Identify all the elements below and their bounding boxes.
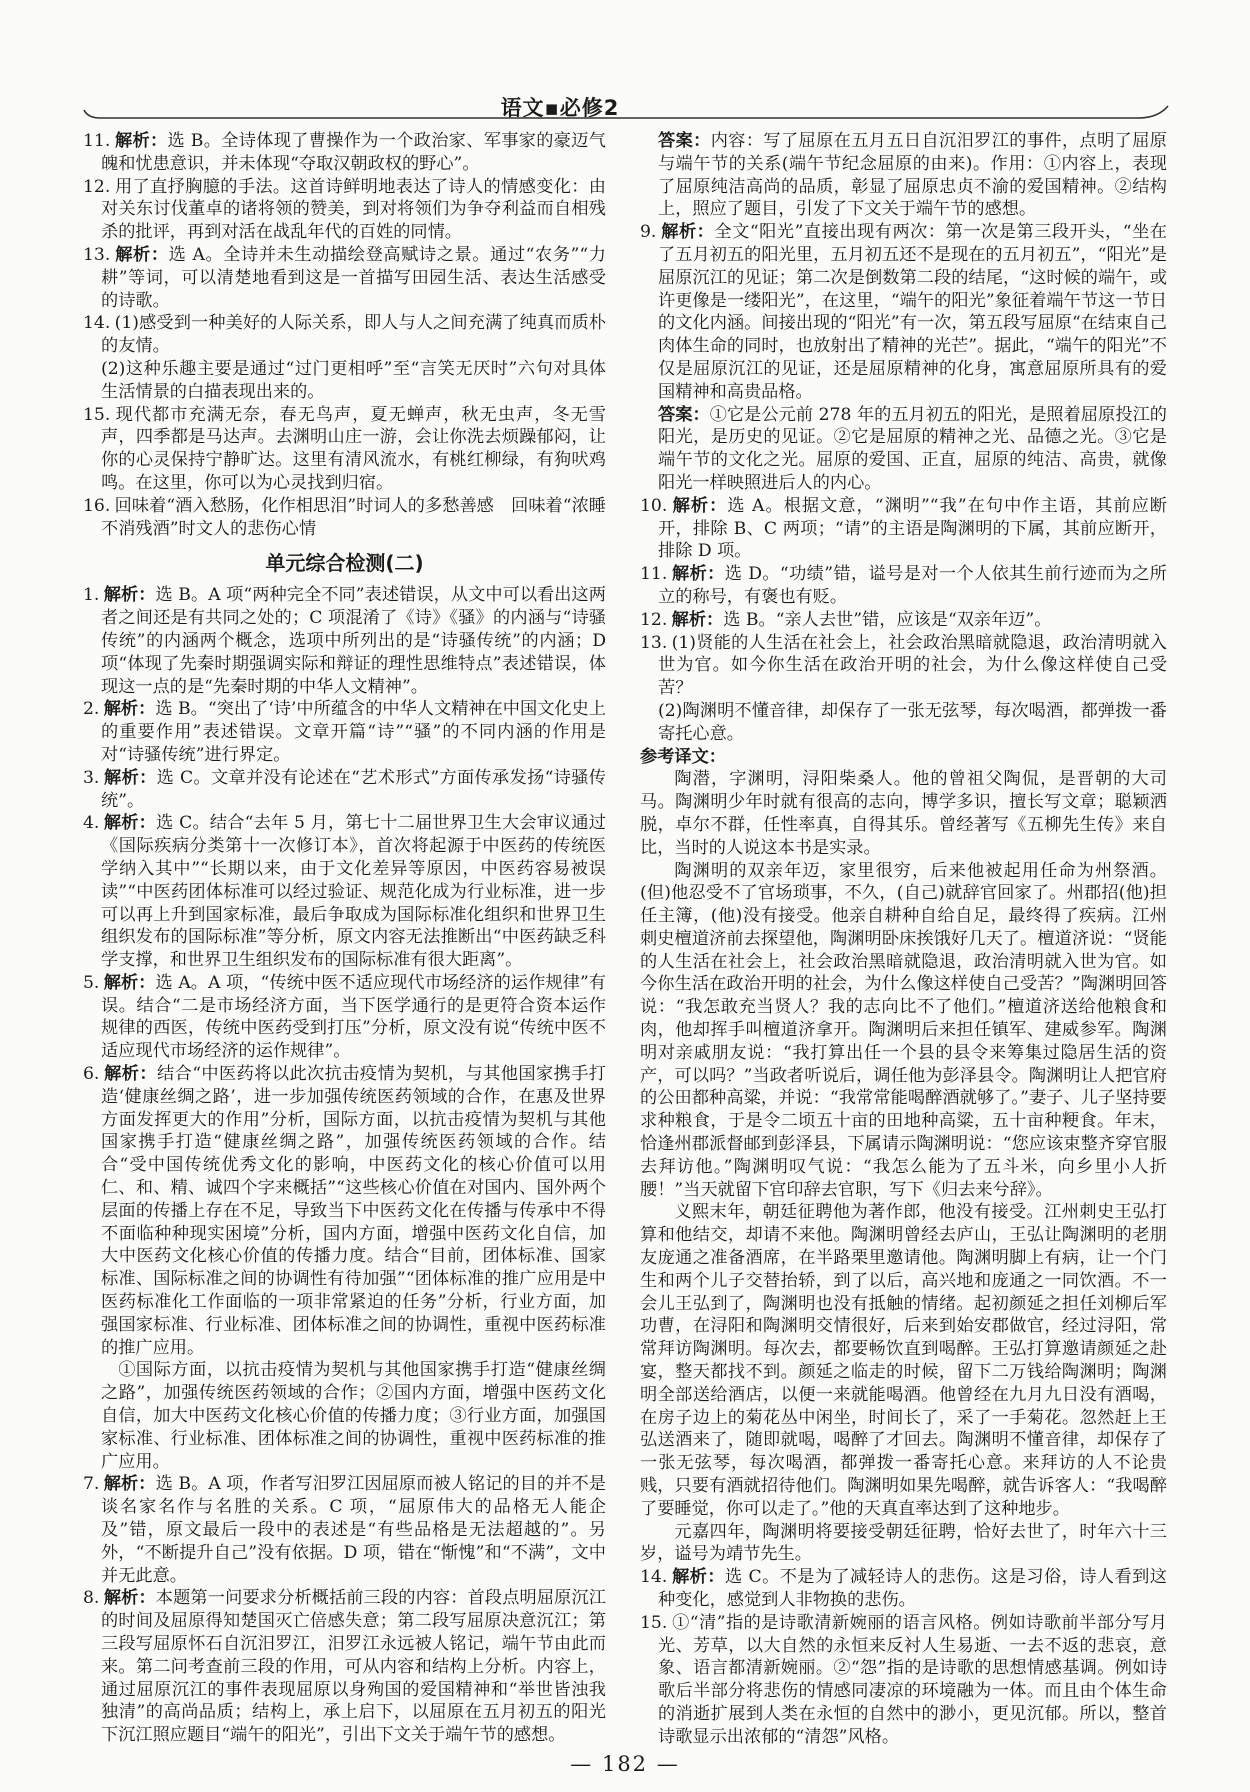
translation-paragraph: 义熙末年，朝廷征聘他为著作郎，他没有接受。江州刺史王弘打算和他结交，却请不来他。陶渊明曾经去庐山，王弘让陶渊明的老朋友庞通之准备酒席，在半路栗里邀请他。陶渊明脚上有病，让一个门生和两个儿子交替抬轿，到了以后，高兴地和庞通之一同饮酒。不一会儿王弘到了，陶渊明也没有抵触的情绪。起初颜延之担任刘柳后军功曹，在浔阳和陶渊明交情很好，后来到始安郡做官，经过浔阳，常常拜访陶渊明。每次去，都要畅饮直到喝醉。王弘打算邀请颜延之赴宴，整天都找不到。颜延之临走的时候，留下二万钱给陶渊明；陶渊明全部送给酒店，以便一来就能喝酒。他曾经在九月九日没有酒喝，在房子边上的菊花丛中闲坐，时间长了，采了一手菊花。忽然赶上王弘送酒来了，随即就喝，喝醉了才回去。陶渊明不懂音律，却保存了一张无弦琴，每次喝酒，都弹拨一番寄托心意。来拜访的人不论贵贱，只要有酒就招待他们。陶渊明如果先喝醉，就告诉客人：“我喝醉了要睡觉，你可以走了。”他的天真直率达到了这种地步。 [640,1202,1167,1519]
item-text: 结合“中医药将以此次抗击疫情为契机，与其他国家携手打造‘健康丝绸之路’，进一步加强传统医药领域的合作，在惠及世界方面发挥更大的作用”分析，国际方面，以抗击疫情为契机与其他国家携手打造“健康丝绸之路”，加强传统医药领域的合作。结合“受中国传统优秀文化的影响，中医药文化的核心价值可以用仁、和、精、诚四个字来概括”“这些核心价值在对国内、国外两个层面的传播上存在不足，导致当下中医药文化在传播与传承中不得不面临种种现实困境”分析，国内方面，增强中医药文化自信，加大中医药文化核心价值的传播力度。结合“目前，团体标准、国家标准、国际标准之间的协调性有待加强”“团体标准的推广应用是中医药标准化工作面临的一项非常紧迫的任务”分析，行业方面，加强国家标准、行业标准、团体标准之间的协调性，重视中医药标准的推广应用。 [101,1064,606,1358]
answer-item [83,312,606,358]
item-number: 9. [640,222,657,243]
item-text: (1)感受到一种美好的人际关系，即人与人之间充满了纯真而质朴的友情。 [101,313,606,357]
item-label: 解析： [660,222,715,243]
answer-item [83,1473,606,1587]
translation-paragraph: 陶潜，字渊明，浔阳柴桑人。他的曾祖父陶侃，是晋朝的大司马。陶渊明少年时就有很高的志向，博学多识，擅长写文章；聪颖洒脱，卓尔不群，任性率真，自得其乐。曾经著写《五柳先生传》来自比，当时的人说这本书是实录。 [640,769,1167,858]
answer-item [83,130,606,176]
item-number: 13. [640,632,668,653]
item-text: 选 C。文章并没有论述在“艺术形式”方面传承发扬“诗骚传统”。 [101,767,606,811]
item-text: 选 D。“功绩”错，谥号是对一个人依其生前行迹而为之所立的称号，有褒也有贬。 [658,564,1167,607]
item-text: 选 B。A 项“两种完全不同”表述错误，从文中可以看出这两者之间还是有共同之处的；C 项混淆了《诗》《骚》的内涵与“诗骚传统”的内涵两个概念，选项中所列出的是“诗骚传统”的内涵；D 项“体现了先秦时期强调实际和辩证的理性思维特点”表述错误，体现这一点的是“先秦时期的中华人文精神”。 [101,585,606,697]
answer-item [640,1612,1167,1749]
answer-item [640,495,1167,563]
item-number: 11. [83,131,111,151]
answer-item [640,563,1167,609]
item-text: 选 B。“亲人去世”错，应该是“双亲年迈”。 [723,609,1052,630]
answer-item [83,1587,606,1747]
answer-item [83,244,606,312]
item-text: 选 B。A 项，作者写汨罗江因屈原而被人铭记的目的并不是谈名家名作与名胜的关系。C 项，“屈原伟大的品格无人能企及”错，原文最后一段中的表述是“有些品格是无法超越的”。另外，“不断提升自己”没有依据。D 项，错在“惭愧”和“不满”，文中并无此意。 [101,1474,606,1586]
item-number: 12. [83,176,111,197]
item-number: 16. [83,495,111,516]
item-number: 10. [640,495,668,516]
item-text: 回味着“酒入愁肠，化作相思泪”时词人的多愁善感 回味着“浓睡不消残酒”时文人的悲伤心情 [101,495,606,539]
answer-item [83,495,606,541]
answer-block [640,130,1167,221]
translation-paragraph: 陶渊明的双亲年迈，家里很穷，后来他被起用任命为州祭酒。(但)他忍受不了官场琐事，不久，(自己)就辞官回家了。州郡招(他)担任主簿，(他)没有接受。他亲自耕种自给自足，最终得了疾病。江州刺史檀道济前去探望他，陶渊明卧床挨饿好几天了。檀道济说：“贤能的人生活在社会上，社会政治黑暗就隐退，政治清明就入世为官。如今你生活在政治开明的社会，为什么像这样使自己受苦？”陶渊明回答说：“我怎敢充当贤人？我的志向比不了他们。”檀道济送给他粮食和肉，他却挥手叫檀道济拿开。陶渊明后来担任镇军、建威参军。陶渊明对亲戚朋友说：“我打算出任一个县的县令来筹集过隐居生活的资产，可以吗？”当政者听说后，调任他为彭泽县令。陶渊明让人把官府的公田都种高粱，并说：“我常常能喝醉酒就够了。”妻子、儿子坚持要求种粮食，于是令二顷五十亩的田地种高粱，五十亩种粳食。年末，恰逢州郡派督邮到彭泽县，下属请示陶渊明说：“您应该束整齐穿官服去拜访他。”陶渊明叹气说：“我怎么能为了五斗米，向乡里小人折腰！”当天就留下官印辞去官职，写下《归去来兮辞》。 [640,860,1167,1200]
answer-item [83,404,606,495]
item-text: 选 A。A 项，“传统中医不适应现代市场经济的运作规律”有误。结合“二是市场经济方面，当下医学通行的是更符合资本运作规律的西医，传统中医药受到打压”分析，原文没有说“传统中医不适应现代市场经济的运作规律”。 [101,972,606,1062]
right-column [640,130,1167,1752]
item-number: 8. [83,1588,100,1609]
answer-item [83,176,606,244]
item-label: 解析： [671,495,728,516]
item-label: 解析： [103,972,156,993]
item-label: 答案： [658,131,711,151]
item-number: 11. [640,564,668,585]
item-number: 15. [83,404,111,425]
item-label: 解析： [103,813,157,834]
left-column [83,130,606,1752]
item-text: (1)贤能的人生活在社会上，社会政治黑暗就隐退，政治清明就入世为官。如今你生活在政治开明的社会，为什么像这样使自己受苦？ [658,632,1167,699]
section-heading: 单元综合检测(二) [265,551,424,576]
sub-answer [640,700,1167,746]
item-number: 4. [83,813,100,834]
item-text: 内容：写了屈原在五月五日自沉汨罗江的事件，点明了屈原与端午节的关系(端午节纪念屈原的由来)。作用：①内容上，表现了屈原纯洁高尚的品质，彰显了屈原忠贞不渝的爱国精神。②结构上，照应了题目，引发了下文关于端午节的感想。 [658,131,1167,220]
item-number: 13. [83,244,111,265]
item-text: 现代都市充满无奈，春无鸟声，夏无蝉声，秋无虫声，冬无雪声，四季都是马达声。去渊明山庄一游，会让你洗去烦躁郁闷，让你的心灵保持宁静旷达。这里有清风流水，有桃红柳绿，有狗吠鸡鸣。在这里，你可以为心灵找到归宿。 [101,404,606,493]
item-number: 14. [640,1567,668,1588]
item-number: 6. [83,1064,100,1085]
answer-item [83,1063,606,1359]
answer-item [640,632,1167,700]
item-text: ①国际方面，以抗击疫情为契机与其他国家携手打造“健康丝绸之路”，加强传统医药领域的合作；②国内方面，增强中医药文化自信，加大中医药文化核心价值的传播力度；③行业方面，加强国家标准、行业标准、团体标准之间的协调性，重视中医药标准的推广应用。 [101,1360,606,1472]
item-label: 解析： [103,767,157,788]
item-label: 解析： [103,1588,156,1609]
item-label: 解析： [103,1474,156,1495]
item-text: 用了直抒胸臆的手法。这首诗鲜明地表达了诗人的情感变化：由对关东讨伐董卓的诸将领的赞美，到对将领们为争夺利益而自相残杀的批评，再到对活在战乱年代的百姓的同情。 [101,176,606,243]
answer-item [83,767,606,813]
item-label: 解析： [671,564,725,585]
item-number: 5. [83,972,100,993]
item-text: ①它是公元前 278 年的五月初五的阳光，是照着屈原投江的阳光，是历史的见证。②它是屈原的精神之光、品德之光。③它是端午节的文化之光。屈原的爱国、正直，屈原的纯洁、高贵，就像阳光一样映照进后人的内心。 [658,404,1167,493]
item-text: 选 C。不是为了减轻诗人的悲伤。这是习俗，诗人看到这种变化，感觉到人非物换的悲伤。 [658,1567,1167,1610]
item-number: 3. [83,767,100,788]
item-label: 解析： [103,699,156,720]
answer-item [640,1566,1167,1612]
page-number: — 182 — [570,1752,680,1776]
item-number: 7. [83,1474,100,1495]
item-label: 解析： [103,1064,157,1085]
item-label: 答案： [658,404,710,425]
item-text: 全文“阳光”直接出现有两次：第一次是第三段开头，“坐在了五月初五的阳光里，五月初五还不是现在的五月初五”，“阳光”是屈原沉江的见证；第二次是倒数第二段的结尾，“这时候的端午，或许更像是一缕阳光”，在这里，“端午的阳光”象征着端午节这一节日的文化内涵。间接出现的“阳光”有一次，第五段写屈原“在结束自己肉体生命的同时，也放射出了精神的光芒”。据此，“端午的阳光”不仅是屈原沉江的见证，还是屈原精神的化身，寓意屈原所具有的爱国精神和高贵品格。 [658,222,1167,402]
answer-item [83,698,606,766]
answer-block [640,404,1167,495]
answer-item [640,221,1167,403]
translation-label: 参考译文： [640,746,726,767]
header-title: 语文▪必修2 [500,96,620,120]
item-text: 选 A。全诗并未生动描绘登高赋诗之景。通过“农务”“力耕”等词，可以清楚地看到这是一首描写田园生活、表达生活感受的诗歌。 [101,244,606,311]
item-label: 解析： [114,131,168,151]
item-number: 14. [83,313,111,334]
item-label: 解析： [114,244,169,265]
item-text: 选 A。根据文意，“渊明”“我”在句中作主语，其前应断开，排除 B、C 两项；“请”的主语是陶渊明的下属，其前应断开，排除 D 项。 [658,495,1167,562]
item-text: (2)陶渊明不懂音律，却保存了一张无弦琴，每次喝酒，都弹拨一番寄托心意。 [658,700,1167,744]
answer-item [83,812,606,972]
item-text: 选 B。全诗体现了曹操作为一个政治家、军事家的豪迈气魄和忧患意识，并未体现“夺取汉朝政权的野心”。 [101,131,606,174]
item-number: 12. [640,609,668,630]
item-text: 本题第一问要求分析概括前三段的内容：首段点明屈原沉江的时间及屈原得知楚国灭亡倍感失意；第二段写屈原决意沉江；第三段写屈原怀石自沉汨罗江，汨罗江永远被人铭记，端午节由此而来。第二问考查前三段的作用，可从内容和结构上分析。内容上，通过屈原沉江的事件表现屈原以身殉国的爱国精神和“举世皆浊我独清”的高尚品质；结构上，承上启下，以屈原在五月初五的阳光下沉江照应题目“端午的阳光”，引出下文关于端午节的感想。 [101,1588,606,1746]
answer-item [83,584,606,698]
sub-answer [83,358,606,404]
header-rule [0,100,1250,130]
item-text: 选 B。“突出了‘诗’中所蕴含的中华人文精神在中国文化史上的重要作用”表述错误。文章开篇“诗”“骚”的不同内涵的作用是对“诗骚传统”进行界定。 [101,699,606,765]
answer-item [83,972,606,1063]
translation-paragraph: 元嘉四年，陶渊明将要接受朝廷征聘，恰好去世了，时年六十三岁，谥号为靖节先生。 [640,1521,1167,1565]
item-label: 解析： [103,585,156,606]
item-number: 15. [640,1612,668,1633]
item-text: (2)这种乐趣主要是通过“过门更相呼”至“言笑无厌时”六句对具体生活情景的白描表现出来的。 [101,358,606,402]
item-text: ①“清”指的是诗歌清新婉丽的语言风格。例如诗歌前半部分写月光、芳草，以大自然的永恒来反衬人生易逝、一去不返的悲哀，意象、语言都清新婉丽。②“怨”指的是诗歌的思想情感基调。例如诗歌后半部分将悲伤的情感同凄凉的环境融为一体。而且由个体生命的消逝扩展到人类在永恒的自然中的渺小，更见沉郁。所以，整首诗歌显示出浓郁的“清怨”风格。 [658,1612,1167,1747]
item-label: 解析： [671,609,724,630]
item-text: 选 C。结合“去年 5 月，第七十二届世界卫生大会审议通过《国际疾病分类第十一次修订本》，首次将起源于中医药的传统医学纳入其中”“长期以来，由于文化差异等原因，中医药容易被误读”“中医药团体标准可以经过验证、规范化成为行业标准，进一步可以再上升到国家标准，最后争取成为国际标准化组织和世界卫生组织发布的国际标准”等分析，原文内容无法推断出“中医药缺乏科学支撑，和世界卫生组织发布的国际标准有很大距离”。 [101,813,606,971]
item-label: 解析： [671,1567,725,1588]
item-number: 2. [83,699,100,720]
answer-item [640,609,1167,632]
answer-block [83,1359,606,1473]
item-number: 1. [83,585,100,606]
